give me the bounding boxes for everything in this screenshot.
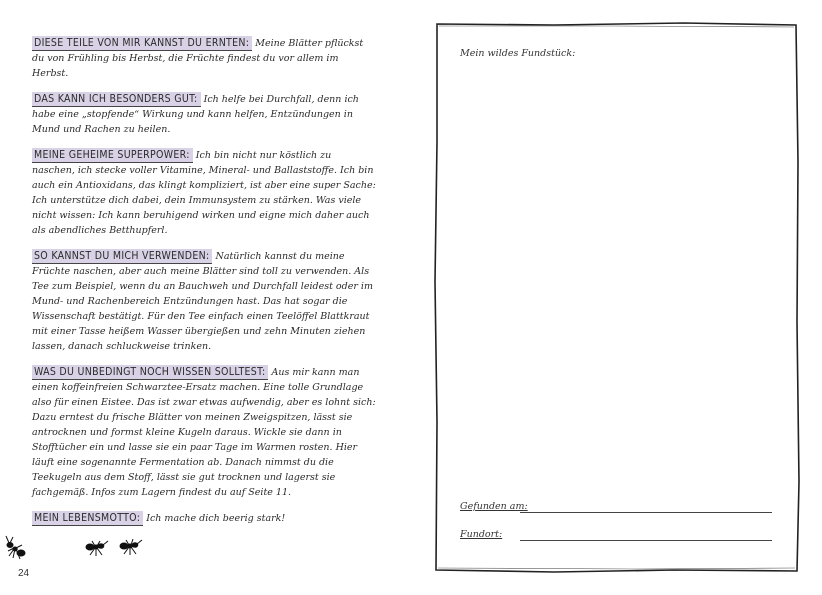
- ants-illustration: [0, 525, 160, 565]
- section-motto: [32, 511, 377, 526]
- section-heading: DAS KANN ICH BESONDERS GUT:: [32, 92, 201, 107]
- find-box-title: Mein wildes Fundstück:: [460, 48, 576, 59]
- found-on-label: Gefunden am:: [460, 501, 528, 512]
- section-text: Ich bin nicht nur köstlich zu naschen, ich stecke voller Vitamine, Mineral- und Ballaststoffe. Ich bin auch ein Antioxidans, das klingt kompliziert, ist aber eine super Sache: Ich unterstütze dich dabei, dein Immunsystem zu stärken. Was viele nicht wissen: Ich kann beruhigend wirken und eigne mich daher auch als abendliches Betthupferl.: [32, 150, 376, 236]
- ant-icon: [6, 536, 25, 559]
- found-on-field[interactable]: [460, 500, 772, 514]
- section-usage: [32, 249, 377, 354]
- find-box-frame: [434, 22, 800, 573]
- section-strengths: [32, 92, 377, 137]
- section-superpower: [32, 148, 377, 238]
- section-heading: MEIN LEBENSMOTTO:: [32, 511, 143, 526]
- section-text: Meine Blätter pflückst du von Frühling bis Herbst, die Früchte findest du vor allem im Herbst.: [32, 38, 364, 79]
- section-text: Ich helfe bei Durchfall, denn ich habe eine „stopfende“ Wirkung und kann helfen, Entzündungen in Mund und Rachen zu heilen.: [32, 94, 359, 135]
- section-text: Aus mir kann man einen koffeinfreien Schwarztee-Ersatz machen. Eine tolle Grundlage also für einen Eistee. Das ist zwar etwas aufwendig, aber es lohnt sich: Dazu erntest du frische Blätter von meinen Zweigspitzen, lässt sie antrocknen und formst kleine Kugeln daraus. Wickle sie dann in Stofftücher ein und lasse sie ein paar Tage im Warmen rosten. Hier läuft eine sogenannte Fermentation ab. Danach nimmst du die Teekugeln aus dem Stoff, lässt sie gut trocknen und lagerst sie fachgemäß. Infos zum Lagern findest du auf Seite 11.: [32, 367, 376, 498]
- section-text: Ich mache dich beerig stark!: [146, 513, 286, 524]
- page-number: 24: [18, 568, 30, 579]
- ant-icon: [86, 541, 108, 556]
- section-harvest: [32, 36, 377, 81]
- ant-icon: [120, 539, 142, 555]
- section-good-to-know: [32, 365, 377, 500]
- location-label: Fundort:: [460, 529, 503, 540]
- section-heading: MEINE GEHEIME SUPERPOWER:: [32, 148, 193, 163]
- section-heading: WAS DU UNBEDINGT NOCH WISSEN SOLLTEST:: [32, 365, 268, 380]
- location-line[interactable]: [520, 540, 772, 541]
- found-on-line[interactable]: [520, 512, 772, 513]
- section-heading: DIESE TEILE VON MIR KANNST DU ERNTEN:: [32, 36, 252, 51]
- section-heading: SO KANNST DU MICH VERWENDEN:: [32, 249, 212, 264]
- info-column: [32, 36, 377, 537]
- section-text: Natürlich kannst du meine Früchte naschen, aber auch meine Blätter sind toll zu verwenden. Als Tee zum Beispiel, wenn du an Bauchweh und Durchfall leidest oder im Mund- und Rachenbereich Entzündungen hast. Das hat sogar die Wissenschaft bestätigt. Für den Tee einfach einen Teelöffel Blattkraut mit einer Tasse heißem Wasser übergießen und zehn Minuten ziehen lassen, danach schluckweise trinken.: [32, 251, 373, 352]
- location-field[interactable]: [460, 528, 772, 542]
